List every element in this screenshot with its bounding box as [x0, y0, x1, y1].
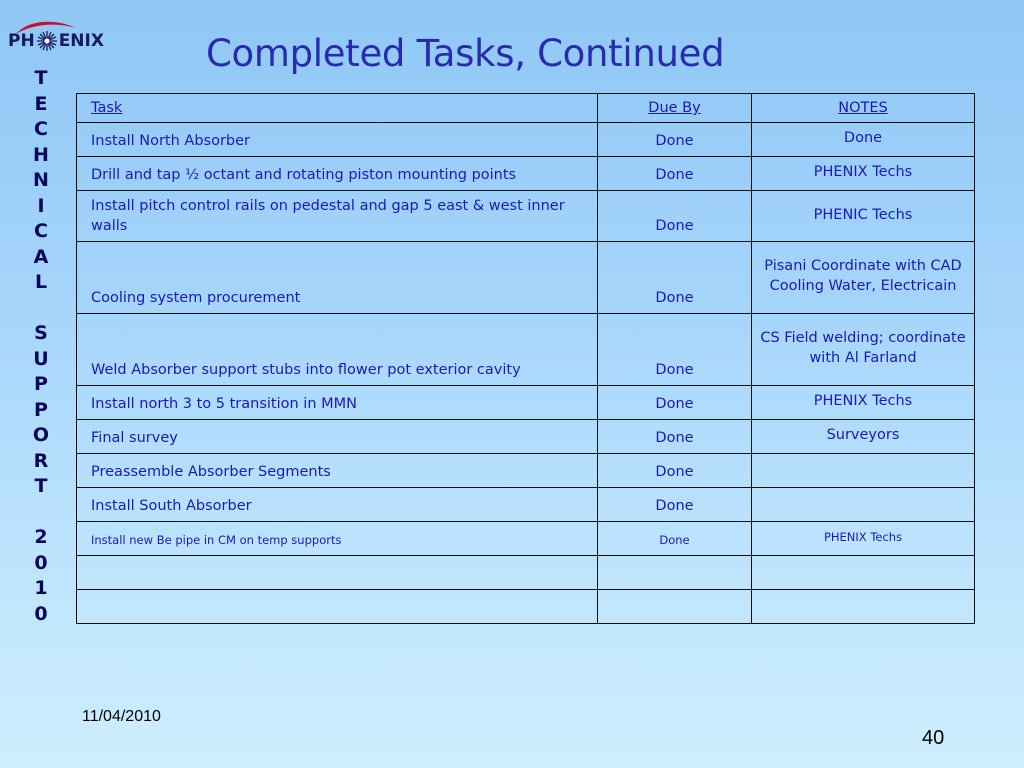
sunburst-icon [36, 30, 58, 52]
logo-text-left: PH [8, 31, 35, 51]
header-notes [752, 94, 975, 123]
vertical-title [26, 66, 56, 627]
header-task [77, 94, 598, 123]
tasks-table [76, 93, 975, 624]
vertical-title-letter: N [33, 169, 49, 191]
logo-text [8, 30, 104, 52]
notes-cell [752, 556, 975, 590]
vertical-title-letter: I [37, 194, 45, 217]
due-by-cell: Done [598, 522, 752, 556]
task-cell: Drill and tap ½ octant and rotating piston mounting points [77, 157, 598, 191]
due-by-cell: Done [598, 488, 752, 522]
task-cell: Weld Absorber support stubs into flower pot exterior cavity [77, 314, 598, 386]
table-row [77, 242, 975, 314]
vertical-title-letter: S [34, 322, 48, 344]
notes-cell: Pisani Coordinate with CAD Cooling Water, Electricain [752, 242, 975, 314]
vertical-title-letter: P [34, 398, 48, 421]
notes-cell: PHENIX Techs [752, 522, 975, 556]
task-cell: Install new Be pipe in CM on temp supports [77, 522, 598, 556]
due-by-cell: Done [598, 191, 752, 242]
vertical-title-letter: E [34, 92, 48, 115]
vertical-title-letter: 0 [34, 602, 48, 625]
page-title: Completed Tasks, Continued [206, 32, 725, 75]
due-by-cell: Done [598, 123, 752, 157]
task-cell [77, 556, 598, 590]
notes-cell: PHENIX Techs [752, 386, 975, 420]
task-cell: Cooling system procurement [77, 242, 598, 314]
task-cell: Install north 3 to 5 transition in MMN [77, 386, 598, 420]
header-due-by [598, 94, 752, 123]
phenix-logo [4, 10, 104, 50]
vertical-title-letter: C [34, 220, 48, 242]
task-cell [77, 590, 598, 624]
vertical-title-letter: T [34, 475, 48, 497]
notes-cell: Done [752, 123, 975, 157]
due-by-cell: Done [598, 242, 752, 314]
notes-cell: CS Field welding; coordinate with Al Farland [752, 314, 975, 386]
header-due-by-label: Due By [648, 100, 701, 116]
footer-date: 11/04/2010 [82, 708, 161, 725]
table-header-row [77, 94, 975, 123]
notes-cell [752, 454, 975, 488]
vertical-title-letter: U [33, 347, 49, 370]
vertical-title-letter: R [33, 449, 49, 472]
task-cell: Preassemble Absorber Segments [77, 454, 598, 488]
table-row [77, 420, 975, 454]
task-cell: Install South Absorber [77, 488, 598, 522]
logo-text-right: ENIX [58, 31, 104, 51]
table-row [77, 386, 975, 420]
due-by-cell: Done [598, 454, 752, 488]
vertical-title-letter: P [34, 373, 48, 395]
notes-cell: Surveyors [752, 420, 975, 454]
due-by-cell: Done [598, 386, 752, 420]
table-row [77, 556, 975, 590]
page-number: 40 [922, 727, 945, 749]
vertical-title-letter: T [34, 67, 48, 89]
table-row [77, 590, 975, 624]
due-by-cell: Done [598, 420, 752, 454]
table-row [77, 123, 975, 157]
table-row [77, 157, 975, 191]
vertical-title-letter: A [33, 245, 49, 268]
due-by-cell [598, 590, 752, 624]
table-row [77, 191, 975, 242]
vertical-title-letter: L [34, 271, 48, 293]
header-notes-label: NOTES [838, 100, 888, 116]
vertical-title-letter: 1 [34, 577, 48, 599]
task-cell: Install pitch control rails on pedestal and gap 5 east & west inner walls [77, 191, 598, 242]
notes-cell [752, 488, 975, 522]
vertical-title-letter: C [34, 118, 48, 140]
table-row [77, 454, 975, 488]
task-cell: Install North Absorber [77, 123, 598, 157]
vertical-title-letter: O [32, 424, 50, 446]
notes-cell [752, 590, 975, 624]
vertical-title-letter: 0 [34, 551, 48, 574]
table-row [77, 314, 975, 386]
notes-cell: PHENIX Techs [752, 157, 975, 191]
vertical-title-letter: 2 [34, 526, 48, 548]
notes-cell: PHENIC Techs [752, 191, 975, 242]
vertical-title-letter [26, 500, 56, 526]
vertical-title-letter [26, 296, 56, 322]
due-by-cell [598, 556, 752, 590]
table-row [77, 488, 975, 522]
header-task-label: Task [91, 100, 123, 116]
due-by-cell: Done [598, 314, 752, 386]
table-row [77, 522, 975, 556]
due-by-cell: Done [598, 157, 752, 191]
vertical-title-letter: H [33, 143, 49, 166]
task-cell: Final survey [77, 420, 598, 454]
